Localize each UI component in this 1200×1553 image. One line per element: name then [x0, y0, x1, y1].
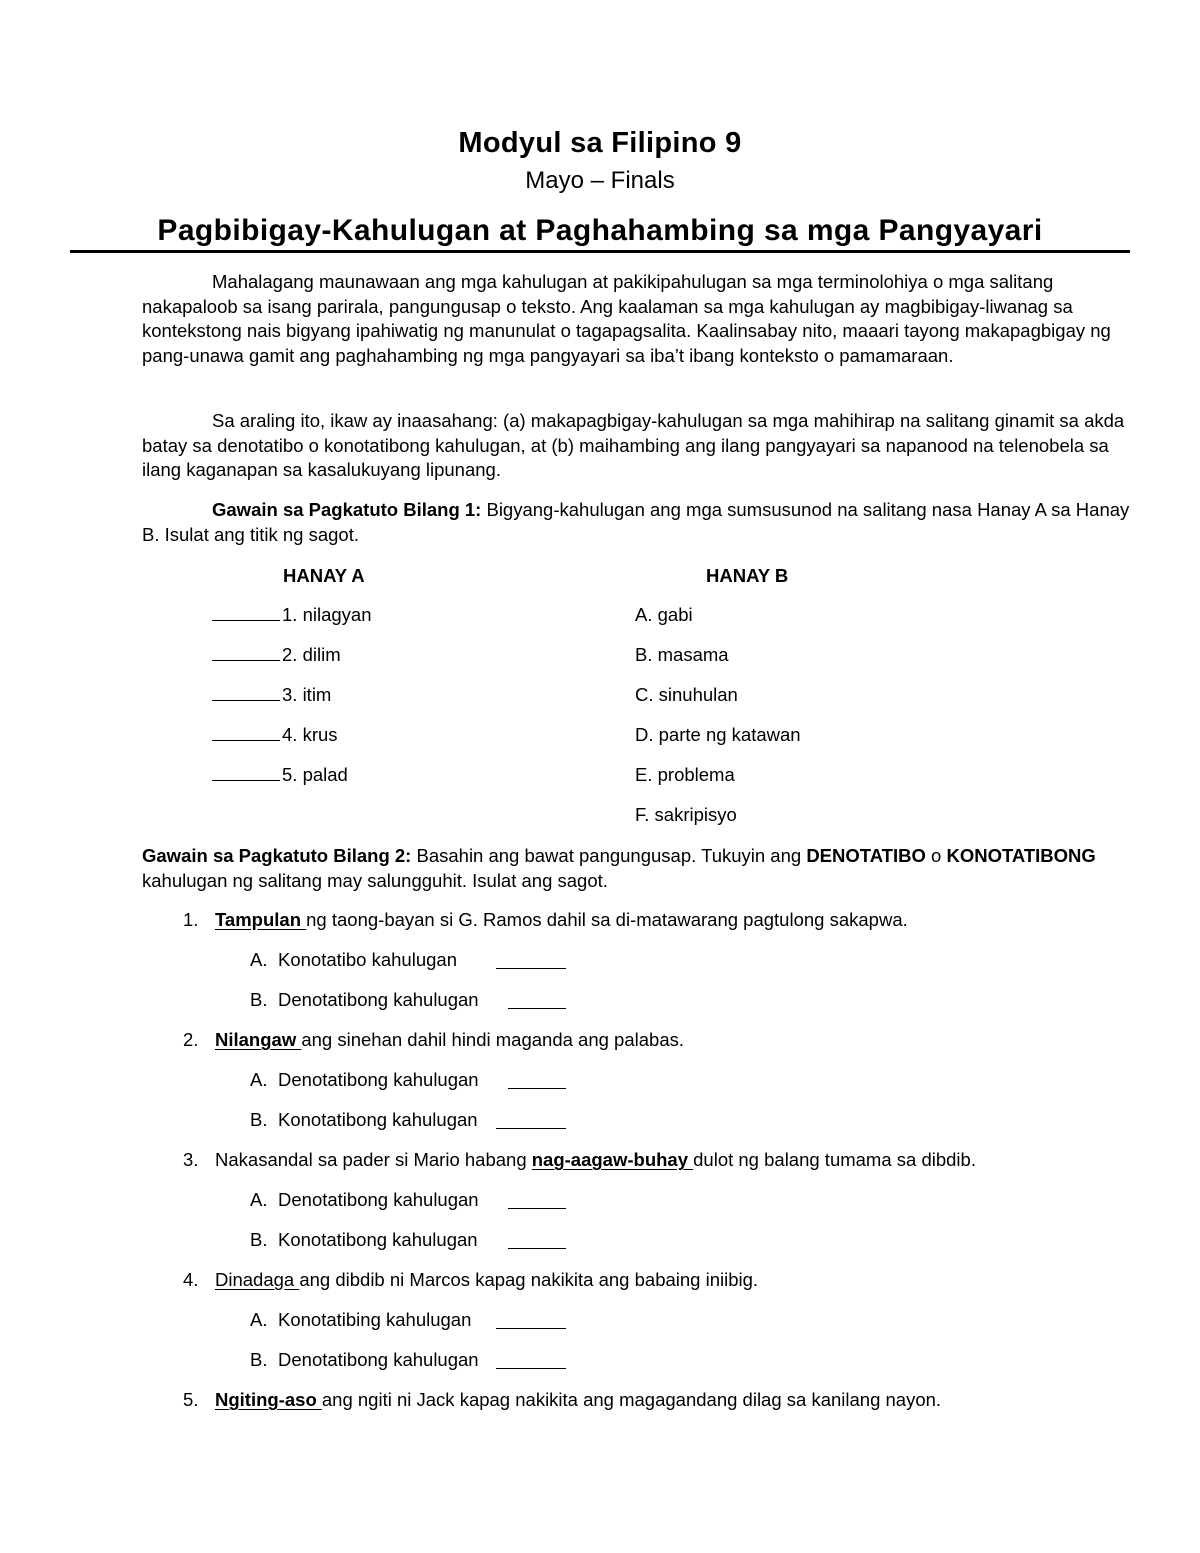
hanay-a-item [212, 684, 331, 706]
option-row [250, 1109, 478, 1131]
intro-paragraph-2 [142, 409, 1132, 483]
question-text: dulot ng balang tumama sa dibdib. [693, 1149, 976, 1170]
option-letter: B. [250, 1229, 268, 1250]
hanay-a-item [212, 604, 371, 626]
question-number: 1. [183, 909, 199, 930]
hanay-a-item-text: 4. krus [282, 724, 338, 745]
keyword-denotatibo: DENOTATIBO [806, 845, 926, 866]
option-row [250, 1309, 471, 1331]
gawain2-instruction [142, 844, 1132, 893]
hanay-a-item [212, 764, 348, 786]
hanay-b-item: F. sakripisyo [635, 804, 737, 825]
answer-blank[interactable] [212, 684, 280, 701]
question-text: ng taong-bayan si G. Ramos dahil sa di-matawarang pagtulong sakapwa. [306, 909, 908, 930]
intro-paragraph-1-text: Mahalagang maunawaan ang mga kahulugan at pakikipahulugan sa mga terminolohiya o mga salitang nakapaloob sa isang parirala, pangungusap o teksto. Ang kaalaman sa mga kahulugan ay magbibigay-liwanag sa kontekstong nais bigyang ipahiwatig ng manunulat o tagapagsalita. Kaalinsabay nito, maaari tayong makapagbigay ng pang-unawa gamit ang paghahambing ng mga pangyayari sa iba’t ibang konteksto o pamamaraan. [142, 271, 1111, 366]
answer-blank[interactable] [212, 604, 280, 621]
hanay-b-item: C. sinuhulan [635, 684, 738, 705]
hanay-b-item: A. gabi [635, 604, 693, 625]
question-2 [183, 1029, 684, 1051]
option-letter: A. [250, 1309, 268, 1330]
option-text: Denotatibong kahulugan [278, 1069, 479, 1090]
option-letter: A. [250, 949, 268, 970]
answer-blank[interactable] [508, 1192, 566, 1209]
option-letter: A. [250, 1189, 268, 1210]
option-row [250, 949, 457, 971]
question-number: 5. [183, 1389, 199, 1410]
hanay-a-item [212, 724, 338, 746]
option-text: Konotatibing kahulugan [278, 1309, 472, 1330]
question-text: ang ngiti ni Jack kapag nakikita ang magagandang dilag sa kanilang nayon. [321, 1389, 942, 1410]
option-text: Konotatibong kahulugan [278, 1229, 478, 1250]
question-text: ang sinehan dahil hindi maganda ang palabas. [301, 1029, 684, 1050]
option-text: Konotatibong kahulugan [278, 1109, 478, 1130]
underlined-word: Ngiting-aso [215, 1389, 322, 1410]
question-4 [183, 1269, 758, 1291]
answer-blank[interactable] [508, 1072, 566, 1089]
answer-blank[interactable] [496, 1112, 566, 1129]
option-letter: B. [250, 989, 268, 1010]
hanay-a-item-text: 3. itim [282, 684, 332, 705]
module-subtitle: Mayo – Finals [525, 167, 675, 194]
answer-blank[interactable] [212, 644, 280, 661]
question-1 [183, 909, 908, 931]
hanay-a-item-text: 5. palad [282, 764, 348, 785]
gawain2-instruction-text: Basahin ang bawat pangungusap. Tukuyin ang [411, 845, 807, 866]
option-text: Denotatibong kahulugan [278, 1189, 479, 1210]
option-text: Konotatibo kahulugan [278, 949, 457, 970]
hanay-b-item: B. masama [635, 644, 729, 665]
question-3 [183, 1149, 976, 1171]
answer-blank[interactable] [212, 724, 280, 741]
keyword-konotatibong: KONOTATIBONG [946, 845, 1096, 866]
answer-blank[interactable] [496, 1312, 566, 1329]
question-number: 3. [183, 1149, 199, 1170]
gawain1-label: Gawain sa Pagkatuto Bilang 1: [212, 499, 482, 520]
intro-paragraph-1 [142, 270, 1132, 368]
module-title: Modyul sa Filipino 9 [458, 127, 742, 159]
option-text: Denotatibong kahulugan [278, 1349, 479, 1370]
question-text: Nakasandal sa pader si Mario habang [215, 1149, 532, 1170]
gawain1-instruction-text: Bigyang-kahulugan ang mga sumsusunod na salitang nasa Hanay A sa Hanay B. Isulat ang titik ng sagot. [142, 499, 1130, 545]
underlined-word: Nilangaw [215, 1029, 302, 1050]
answer-blank[interactable] [508, 992, 566, 1009]
option-letter: B. [250, 1349, 268, 1370]
underlined-word: Tampulan [215, 909, 307, 930]
underlined-word: Dinadaga [215, 1269, 300, 1290]
question-number: 4. [183, 1269, 199, 1290]
answer-blank[interactable] [212, 764, 280, 781]
hanay-a-item [212, 644, 341, 666]
option-letter: B. [250, 1109, 268, 1130]
hanay-b-item: E. problema [635, 764, 735, 785]
hanay-b-title: HANAY B [706, 565, 789, 586]
lesson-heading: Pagbibigay-Kahulugan at Paghahambing sa mga Pangyayari [70, 214, 1130, 253]
option-row [250, 989, 479, 1011]
option-text: Denotatibong kahulugan [278, 989, 479, 1010]
intro-paragraph-2-text: Sa araling ito, ikaw ay inaasahang: (a) makapagbigay-kahulugan sa mga mahihirap na salitang ginamit sa akda batay sa denotatibo o konotatibong kahulugan, at (b) maihambing ang ilang pangyayari sa napanood na telenobela sa ilang kaganapan sa kasalukuyang lipunang. [142, 410, 1125, 480]
option-row [250, 1069, 479, 1091]
question-5 [183, 1389, 941, 1411]
gawain2-label: Gawain sa Pagkatuto Bilang 2: [142, 845, 412, 866]
hanay-a-title: HANAY A [283, 565, 365, 586]
question-text: ang dibdib ni Marcos kapag nakikita ang babaing iniibig. [299, 1269, 759, 1290]
hanay-a-item-text: 2. dilim [282, 644, 341, 665]
answer-blank[interactable] [496, 1352, 566, 1369]
underlined-word: nag-aagaw-buhay [531, 1149, 694, 1170]
gawain2-instruction-text: o [925, 845, 947, 866]
answer-blank[interactable] [496, 952, 566, 969]
gawain2-instruction-text: kahulugan ng salitang may salungguhit. Isulat ang sagot. [142, 869, 608, 891]
hanay-a-item-text: 1. nilagyan [282, 604, 372, 625]
hanay-b-item: D. parte ng katawan [635, 724, 801, 745]
option-row [250, 1229, 478, 1251]
gawain1-instruction [142, 498, 1132, 547]
question-number: 2. [183, 1029, 199, 1050]
option-row [250, 1189, 479, 1211]
option-row [250, 1349, 479, 1371]
option-letter: A. [250, 1069, 268, 1090]
answer-blank[interactable] [508, 1232, 566, 1249]
